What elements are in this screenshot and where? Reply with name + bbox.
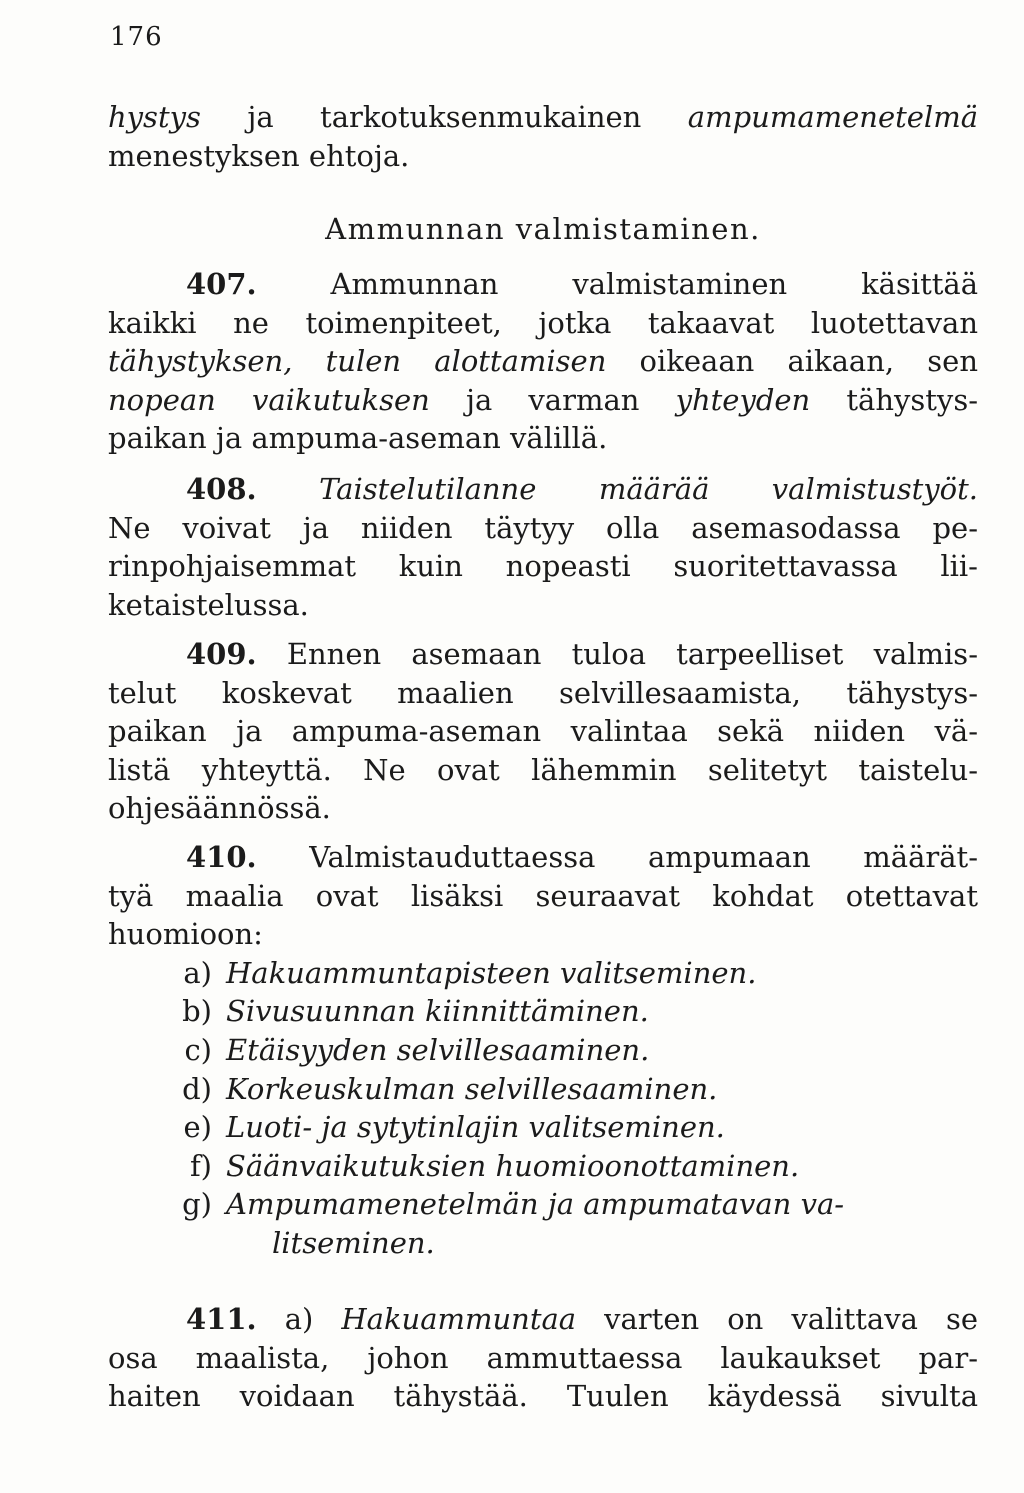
list-item (108, 1147, 978, 1186)
list-item-text: Etäisyyden selvillesaaminen. (226, 1032, 650, 1067)
paragraph-407: 407. Ammunnan valmistaminen käsittää kaikki ne toimenpiteet, jotka takaavat luotettavan tähystyksen, tulen alottamisen oikeaan aikaan, sen nopean vaikutuksen ja varman yhteyden tähystys- paikan ja ampuma-aseman välillä. (108, 267, 978, 456)
list-item (108, 954, 978, 993)
list-item (108, 1108, 978, 1147)
list-item-text: Luoti- ja sytytinlajin valitseminen. (226, 1110, 725, 1145)
list-item-label: g) (182, 1187, 212, 1222)
list-item-text: Korkeuskulman selvillesaaminen. (226, 1071, 718, 1106)
list-item-label: c) (184, 1032, 212, 1067)
list-item-text: Säänvaikutuksien huomioonottaminen. (226, 1148, 800, 1183)
list-item-label: e) (183, 1110, 212, 1145)
list-item-text: Ampumamenetelmän ja ampumatavan va- (226, 1187, 845, 1222)
paragraph-410: 410. Valmistauduttaessa ampumaan määrät- tyä maalia ovat lisäksi seuraavat kohdat otettavat huomioon: a) Hakuammuntapisteen valitseminen. b) Sivusuunnan kiinnittäminen. c) Etäisyyden selvillesaaminen. d) Korkeuskulman selvillesaaminen. e) Luoti- ja sytytinlajin valitseminen. f) Säänvaikutuksien huomioonottaminen. g) Ampumamenetelmän ja ampumatavan va- litseminen. (108, 840, 978, 1260)
list-410 (108, 954, 978, 1224)
list-item (108, 1031, 978, 1070)
list-item-label: d) (182, 1071, 212, 1106)
paragraph-408: 408. Taistelutilanne määrää valmistustyöt. Ne voivat ja niiden täytyy olla asemasodassa pe- rinpohjaisemmat kuin nopeasti suoritettavassa lii- ketaistelussa. (108, 472, 978, 622)
intro-paragraph: hystys ja tarkotuksenmukainen ampumamenetelmä menestyksen ehtoja. (108, 100, 978, 173)
list-item (108, 1185, 978, 1224)
paragraph-411: 411. a) Hakuammuntaa varten on valittava se osa maalista, johon ammuttaessa laukaukset par- haiten voidaan tähystää. Tuulen käydessä sivulta (108, 1302, 978, 1414)
paragraph-409: 409. Ennen asemaan tuloa tarpeelliset valmis- telut koskevat maalien selvillesaamista, tähystys- paikan ja ampuma-aseman valintaa sekä niiden vä- listä yhteyttä. Ne ovat lähemmin selitetyt taistelu- ohjesäännössä. (108, 637, 978, 826)
list-item-label: f) (189, 1148, 212, 1183)
list-item-label: b) (182, 994, 212, 1029)
list-item-text: Sivusuunnan kiinnittäminen. (226, 994, 649, 1029)
list-item-text: Hakuammuntapisteen valitseminen. (226, 955, 757, 990)
list-item (108, 992, 978, 1031)
list-item (108, 1070, 978, 1109)
page-number: 176 (110, 22, 163, 52)
section-heading: Ammunnan valmistaminen. (325, 212, 761, 246)
list-item-label: a) (183, 955, 212, 990)
